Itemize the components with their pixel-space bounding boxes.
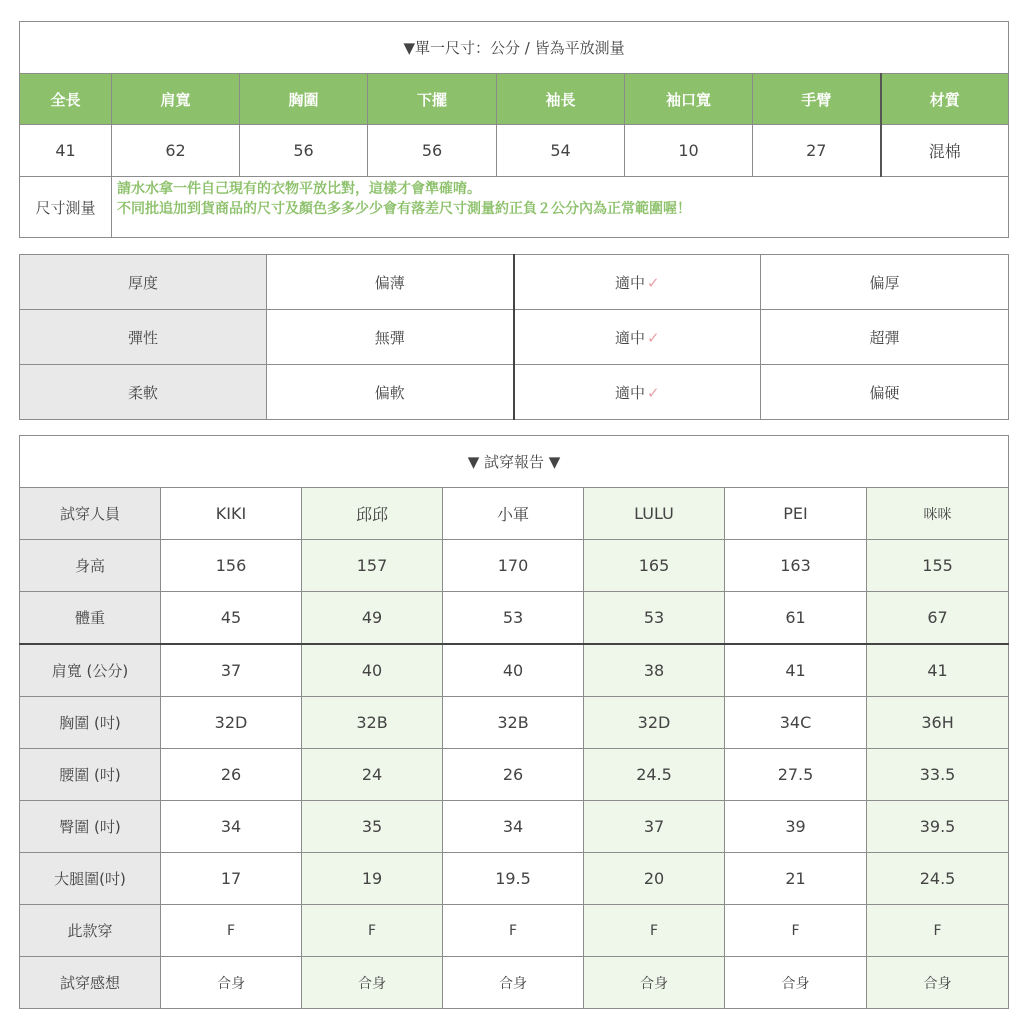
size-note-line: 不同批追加到貨商品的尺寸及顏色多多少少會有落差尺寸測量約正負２公分內為正常範圍喔！ — [117, 201, 691, 217]
fabric-option: 無彈 — [267, 310, 514, 365]
fabric-property-label: 厚度 — [20, 255, 267, 310]
report-cell: 155 — [867, 540, 1009, 592]
size-header: 全長 — [20, 74, 112, 125]
fabric-option: 偏硬 — [761, 365, 1009, 420]
fabric-option-selected — [514, 255, 761, 310]
report-cell: 39.5 — [867, 801, 1009, 853]
size-chart-table — [19, 21, 1009, 238]
report-cell: 24.5 — [584, 749, 725, 801]
report-cell: 合身 — [443, 957, 584, 1009]
report-row-label: 大腿圍(吋) — [20, 853, 161, 905]
person-name: KIKI — [161, 488, 302, 540]
report-cell: 34 — [443, 801, 584, 853]
report-row-label: 肩寬 (公分) — [20, 644, 161, 697]
size-value: 54 — [497, 125, 625, 177]
person-name: 咪咪 — [867, 488, 1009, 540]
size-value: 10 — [625, 125, 753, 177]
report-cell: 170 — [443, 540, 584, 592]
size-value: 56 — [368, 125, 497, 177]
report-cell: 34C — [725, 697, 867, 749]
check-icon: ✓ — [646, 328, 660, 347]
report-cell: 41 — [867, 644, 1009, 697]
report-cell: 67 — [867, 592, 1009, 645]
fabric-row — [20, 310, 1009, 365]
fabric-property-label: 彈性 — [20, 310, 267, 365]
report-cell: 34 — [161, 801, 302, 853]
report-cell: F — [584, 905, 725, 957]
size-header: 肩寬 — [112, 74, 240, 125]
report-cell: 165 — [584, 540, 725, 592]
report-cell: 156 — [161, 540, 302, 592]
report-cell: 37 — [161, 644, 302, 697]
size-value: 56 — [240, 125, 368, 177]
report-cell: F — [867, 905, 1009, 957]
report-cell: 53 — [443, 592, 584, 645]
size-note-line: 請水水拿一件自己現有的衣物平放比對，這樣才會準確唷。 — [117, 181, 481, 197]
report-cell: 20 — [584, 853, 725, 905]
report-cell: 32D — [161, 697, 302, 749]
fabric-row — [20, 365, 1009, 420]
report-cell: 24.5 — [867, 853, 1009, 905]
report-row — [20, 749, 1009, 801]
report-cell: 37 — [584, 801, 725, 853]
report-row — [20, 644, 1009, 697]
size-value: 混棉 — [881, 125, 1009, 177]
report-cell: F — [161, 905, 302, 957]
report-cell: 35 — [302, 801, 443, 853]
report-cell: 17 — [161, 853, 302, 905]
size-note-label: 尺寸測量 — [20, 177, 112, 238]
report-cell: 49 — [302, 592, 443, 645]
report-cell: 32D — [584, 697, 725, 749]
person-name: LULU — [584, 488, 725, 540]
report-cell: 合身 — [725, 957, 867, 1009]
report-row — [20, 540, 1009, 592]
report-cell: F — [443, 905, 584, 957]
report-cell: 33.5 — [867, 749, 1009, 801]
size-header: 材質 — [881, 74, 1009, 125]
report-row — [20, 801, 1009, 853]
report-cell: 19.5 — [443, 853, 584, 905]
report-cell: 24 — [302, 749, 443, 801]
report-cell: 21 — [725, 853, 867, 905]
report-cell: 32B — [443, 697, 584, 749]
size-value: 27 — [753, 125, 881, 177]
report-cell: 163 — [725, 540, 867, 592]
report-row-label: 身高 — [20, 540, 161, 592]
report-header-row — [20, 488, 1009, 540]
report-cell: 27.5 — [725, 749, 867, 801]
report-cell: 合身 — [867, 957, 1009, 1009]
check-icon: ✓ — [646, 383, 660, 402]
size-header: 胸圍 — [240, 74, 368, 125]
report-row-label: 試穿感想 — [20, 957, 161, 1009]
report-cell: F — [302, 905, 443, 957]
fabric-option-label: 適中 — [614, 273, 645, 292]
report-cell: 53 — [584, 592, 725, 645]
report-cell: 40 — [443, 644, 584, 697]
report-cell: 19 — [302, 853, 443, 905]
try-on-report-table — [19, 435, 1009, 1009]
person-name: 小軍 — [443, 488, 584, 540]
report-cell: 36H — [867, 697, 1009, 749]
fabric-option: 偏薄 — [267, 255, 514, 310]
report-row-label: 腰圍 (吋) — [20, 749, 161, 801]
report-cell: 32B — [302, 697, 443, 749]
check-icon: ✓ — [646, 273, 660, 292]
report-row — [20, 957, 1009, 1009]
report-title: ▼ 試穿報告 ▼ — [20, 436, 1009, 488]
size-header: 袖長 — [497, 74, 625, 125]
person-name: PEI — [725, 488, 867, 540]
fabric-option: 偏厚 — [761, 255, 1009, 310]
report-row-label: 體重 — [20, 592, 161, 645]
size-value: 62 — [112, 125, 240, 177]
size-header: 下擺 — [368, 74, 497, 125]
person-name: 邱邱 — [302, 488, 443, 540]
size-header: 手臂 — [753, 74, 881, 125]
fabric-row — [20, 255, 1009, 310]
fabric-option-label: 適中 — [614, 383, 645, 402]
report-row-label: 此款穿 — [20, 905, 161, 957]
report-cell: F — [725, 905, 867, 957]
report-row — [20, 697, 1009, 749]
report-row-label: 臀圍 (吋) — [20, 801, 161, 853]
fabric-option-selected — [514, 310, 761, 365]
size-note — [112, 177, 1009, 238]
report-row — [20, 905, 1009, 957]
report-cell: 合身 — [302, 957, 443, 1009]
report-cell: 39 — [725, 801, 867, 853]
report-cell: 38 — [584, 644, 725, 697]
report-cell: 合身 — [161, 957, 302, 1009]
report-cell: 40 — [302, 644, 443, 697]
report-cell: 合身 — [584, 957, 725, 1009]
fabric-option: 偏軟 — [267, 365, 514, 420]
size-chart-title: ▼單一尺寸：公分 / 皆為平放測量 — [20, 22, 1009, 74]
size-header: 袖口寬 — [625, 74, 753, 125]
report-cell: 41 — [725, 644, 867, 697]
fabric-option-selected — [514, 365, 761, 420]
report-row — [20, 592, 1009, 645]
report-cell: 157 — [302, 540, 443, 592]
report-cell: 61 — [725, 592, 867, 645]
report-cell: 26 — [443, 749, 584, 801]
fabric-option-label: 適中 — [614, 328, 645, 347]
report-cell: 26 — [161, 749, 302, 801]
fabric-property-label: 柔軟 — [20, 365, 267, 420]
fabric-option: 超彈 — [761, 310, 1009, 365]
size-value: 41 — [20, 125, 112, 177]
report-row-label: 試穿人員 — [20, 488, 161, 540]
report-row-label: 胸圍 (吋) — [20, 697, 161, 749]
fabric-properties-table — [19, 254, 1009, 420]
report-cell: 45 — [161, 592, 302, 645]
report-row — [20, 853, 1009, 905]
